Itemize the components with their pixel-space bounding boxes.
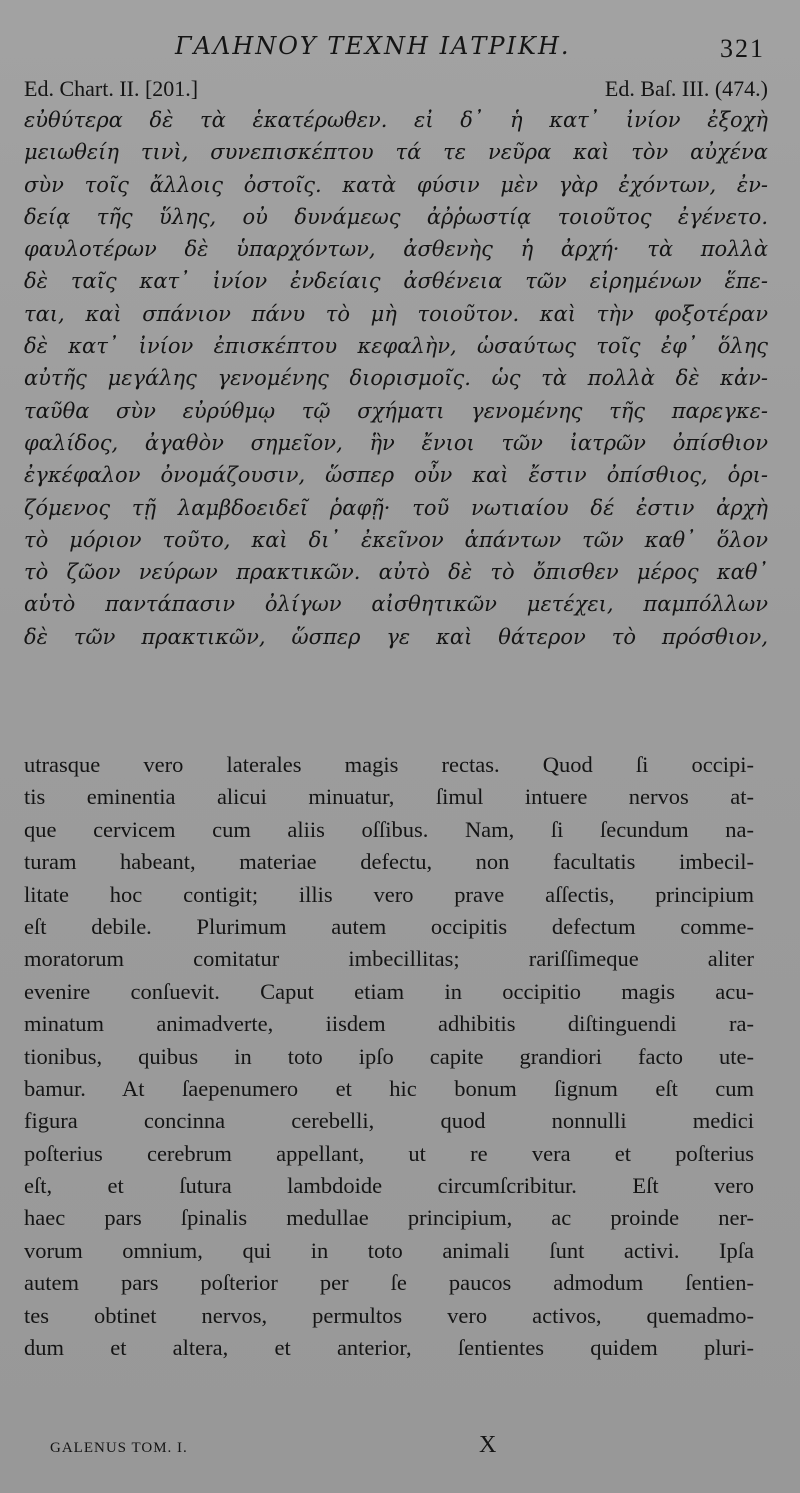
latin-text-line: figura concinna cerebelli, quod nonnulli medici xyxy=(24,1108,754,1134)
greek-text-line: ἐγκέφαλον ὀνομάζουσιν, ὥσπερ οὖν καὶ ἔστιν ὀπίσθιος, ὁρι- xyxy=(24,463,768,488)
latin-text-line: tis eminentia alicui minuatur, ſimul intuere nervos at- xyxy=(24,784,754,810)
latin-text-line: evenire conſuevit. Caput etiam in occipitio magis acu- xyxy=(24,978,754,1004)
latin-text-line: eſt debile. Plurimum autem occipitis defectum comme- xyxy=(24,913,754,939)
latin-text-line: vorum omnium, qui in toto animali ſunt activi. Ipſa xyxy=(24,1237,754,1263)
latin-text-line: utrasque vero laterales magis rectas. Quod ſi occipi- xyxy=(24,752,754,777)
latin-text-block xyxy=(24,749,754,1364)
latin-text-line: poſterius cerebrum appellant, ut re vera et poſterius xyxy=(24,1140,754,1166)
greek-text-line: ται, καὶ σπάνιον πάνυ τὸ μὴ τοιοῦτον. καὶ τὴν φοξοτέραν xyxy=(24,301,768,326)
greek-text-line: φαυλοτέρων δὲ ὑπαρχόντων, ἀσθενὴς ἡ ἀρχή· τὰ πολλὰ xyxy=(24,237,768,262)
greek-text-line: αὐτῆς μεγάλης γενομένης διορισμοῖς. ὡς τὰ πολλὰ δὲ κἀν- xyxy=(24,366,768,391)
edition-reference-chartier: Ed. Chart. II. [201.] xyxy=(24,76,199,101)
greek-text-line: δὲ κατ᾽ ἰνίον ἐπισκέπτου κεφαλὴν, ὡσαύτως τοῖς ἐφ᾽ ὅλης xyxy=(24,334,768,359)
latin-text-line: bamur. At ſaepenumero et hic bonum ſignum eſt cum xyxy=(24,1075,754,1101)
latin-text-line: litate hoc contigit; illis vero prave aſſectis, principium xyxy=(24,881,754,907)
edition-reference-basel: Ed. Baſ. III. (474.) xyxy=(604,76,768,101)
signature-mark: X xyxy=(479,1432,497,1458)
latin-text-line: haec pars ſpinalis medullae principium, ac proinde ner- xyxy=(24,1205,754,1231)
greek-text-line: ταῦθα σὺν εὐρύθμῳ τῷ σχήματι γενομένης τῆς παρεγκε- xyxy=(24,398,768,423)
greek-text-line: τὸ μόριον τοῦτο, καὶ δι᾽ ἐκεῖνον ἁπάντων τῶν καθ᾽ ὅλον xyxy=(24,527,768,552)
latin-text-line: que cervicem cum aliis oſſibus. Nam, ſi ſecundum na- xyxy=(24,816,754,842)
latin-text-line: tes obtinet nervos, permultos vero activos, quemadmo- xyxy=(24,1302,754,1328)
greek-text-line: ζόμενος τῇ λαμβδοειδεῖ ῥαφῇ· τοῦ νωτιαίου δέ ἐστιν ἀρχὴ xyxy=(24,495,768,520)
greek-text-line: δὲ ταῖς κατ᾽ ἰνίον ἐνδείαις ἀσθένεια τῶν εἰρημένων ἕπε- xyxy=(24,269,768,294)
running-head xyxy=(0,26,800,66)
greek-text-line: φαλίδος, ἀγαθὸν σημεῖον, ἣν ἔνιοι τῶν ἰατρῶν ὀπίσθιον xyxy=(24,430,768,455)
latin-text-line: autem pars poſterior per ſe paucos admodum ſentien- xyxy=(24,1270,754,1296)
latin-text-line: moratorum comitatur imbecillitas; rariſſimeque aliter xyxy=(24,946,754,972)
greek-text-line: σὺν τοῖς ἄλλοις ὀστοῖς. κατὰ φύσιν μὲν γὰρ ἐχόντων, ἐν- xyxy=(24,172,768,197)
latin-text-line: minatum animadverte, iisdem adhibitis diſtinguendi ra- xyxy=(24,1011,754,1037)
printer-signature: GALENUS TOM. I. xyxy=(50,1440,188,1456)
edition-reference-line xyxy=(24,76,768,106)
latin-text-line: turam habeant, materiae defectu, non facultatis imbecil- xyxy=(24,849,754,875)
greek-text-line: μειωθείη τινὶ, συνεπισκέπτου τά τε νεῦρα καὶ τὸν αὐχένα xyxy=(24,140,768,165)
latin-text-line: eſt, et ſutura lambdoide circumſcribitur. Eſt vero xyxy=(24,1173,754,1199)
running-title: ΓΑΛΗΝΟΥ ΤΕΧΝΗ ΙΑΤΡΙΚΗ. xyxy=(175,32,571,60)
latin-text-line: dum et altera, et anterior, ſentientes quidem pluri- xyxy=(24,1335,754,1361)
greek-text-line: τὸ ζῶον νεύρων πρακτικῶν. αὐτὸ δὲ τὸ ὄπισθεν μέρος καθ᾽ xyxy=(24,560,768,585)
page-number: 321 xyxy=(720,34,765,63)
greek-text-line: εὐθύτερα δὲ τὰ ἑκατέρωθεν. εἰ δ᾽ ἡ κατ᾽ ἰνίον ἐξοχὴ xyxy=(24,108,768,132)
greek-text-line: αὑτὸ παντάπασιν ὀλίγων αἰσθητικῶν μετέχει, παμπόλλων xyxy=(24,592,768,617)
page-footer xyxy=(24,1428,768,1468)
greek-text-line: δὲ τῶν πρακτικῶν, ὥσπερ γε καὶ θάτερον τὸ πρόσθιον, xyxy=(24,624,768,649)
latin-text-line: tionibus, quibus in toto ipſo capite grandiori facto ute- xyxy=(24,1043,754,1069)
greek-text-line: δείᾳ τῆς ὕλης, οὐ δυνάμεως ἀῤῥωστίᾳ τοιοῦτος ἐγένετο. xyxy=(24,204,768,229)
greek-text-block xyxy=(24,104,768,653)
